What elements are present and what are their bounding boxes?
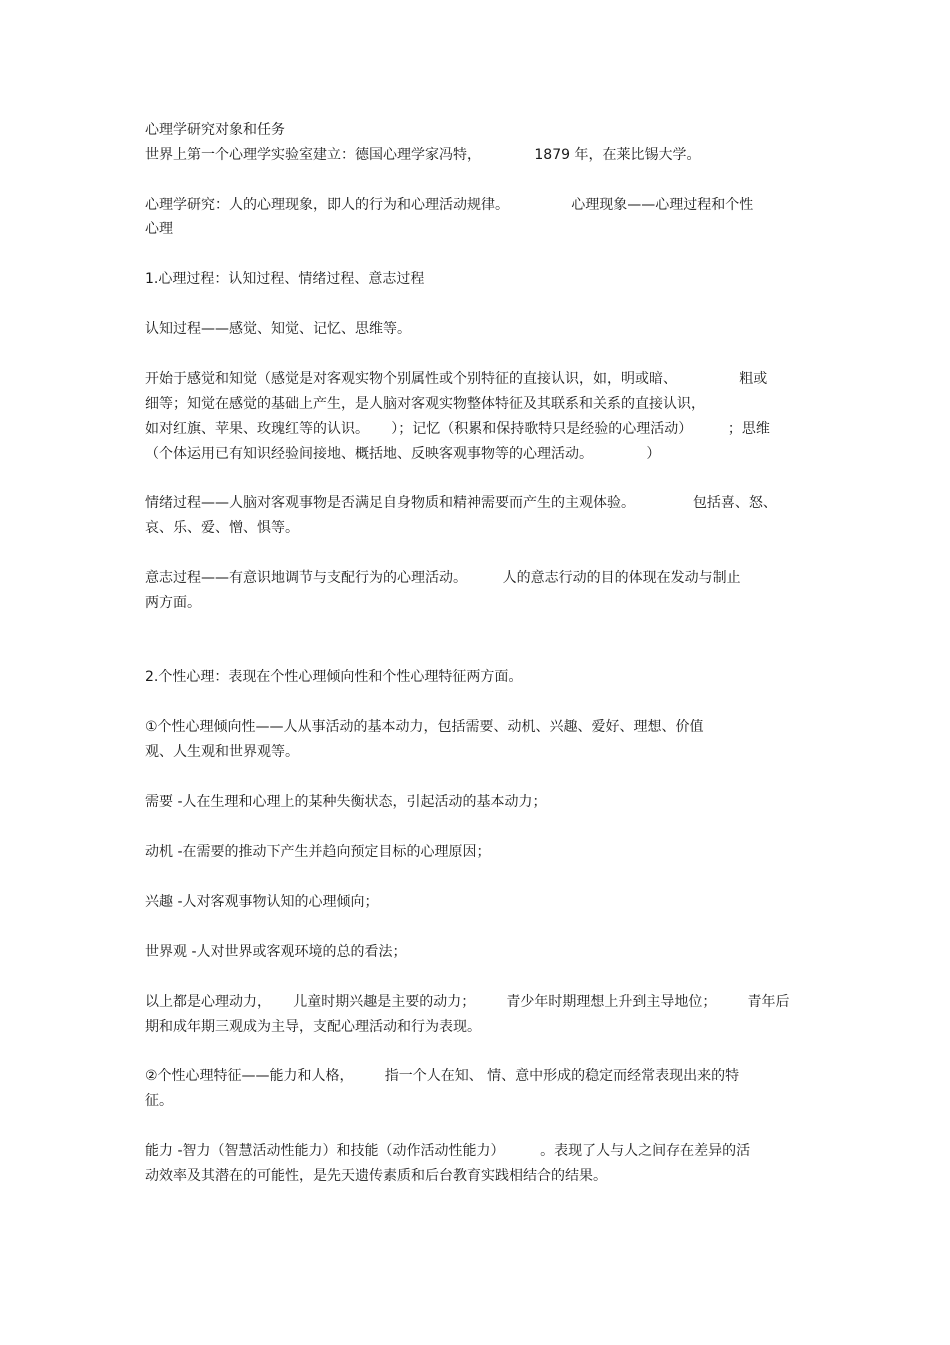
text-line: 心理学研究：人的心理现象，即人的行为和心理活动规律。 心理现象——心理过程和个性 xyxy=(145,197,754,213)
section-heading: 2.个性心理：表现在个性心理倾向性和个性心理特征两方面。 xyxy=(145,669,523,685)
section-heading: 1.心理过程：认知过程、情绪过程、意志过程 xyxy=(145,271,425,287)
text-line: ②个性心理特征——能力和人格， 指一个人在知、 情、意中形成的稳定而经常表现出来的特 xyxy=(145,1068,740,1084)
text-line: ①个性心理倾向性——人从事活动的基本动力，包括需要、动机、兴趣、爱好、理想、价值 xyxy=(145,719,704,735)
text-line: 兴趣 -人对客观事物认知的心理倾向； xyxy=(145,894,379,910)
text-line: 两方面。 xyxy=(145,595,201,611)
text-line: 动效率及其潜在的可能性，是先天遗传素质和后台教育实践相结合的结果。 xyxy=(145,1168,607,1184)
text-line: 观、人生观和世界观等。 xyxy=(145,744,299,760)
text-line: 期和成年期三观成为主导，支配心理活动和行为表现。 xyxy=(145,1019,481,1035)
text-line: 世界观 -人对世界或客观环境的总的看法； xyxy=(145,944,407,960)
text-line: 动机 -在需要的推动下产生并趋向预定目标的心理原因； xyxy=(145,844,491,860)
text-line: 意志过程——有意识地调节与支配行为的心理活动。 人的意志行动的目的体现在发动与制止 xyxy=(145,570,741,586)
text-line: （个体运用已有知识经验间接地、概括地、反映客观事物等的心理活动。 ） xyxy=(145,446,661,462)
heading-line: 心理学研究对象和任务 xyxy=(145,122,285,138)
text-line: 认知过程——感觉、知觉、记忆、思维等。 xyxy=(145,321,411,337)
text-line: 以上都是心理动力， 儿童时期兴趣是主要的动力； 青少年时期理想上升到主导地位； 青年后 xyxy=(145,994,790,1010)
text-line: 情绪过程——人脑对客观事物是否满足自身物质和精神需要而产生的主观体验。 包括喜、怒、 xyxy=(145,495,777,511)
text-line: 如对红旗、苹果、玫瑰红等的认识。 ）；记忆（积累和保持歌特只是经验的心理活动） ；思维 xyxy=(145,421,770,437)
text-line: 征。 xyxy=(145,1093,173,1109)
text-line: 细等；知觉在感觉的基础上产生，是人脑对客观实物整体特征及其联系和关系的直接认识， xyxy=(145,396,705,412)
text-line: 开始于感觉和知觉（感觉是对客观实物个别属性或个别特征的直接认识，如，明或暗、 粗或 xyxy=(145,371,768,387)
text-line: 能力 -智力（智慧活动性能力）和技能（动作活动性能力） 。表现了人与人之间存在差异的活 xyxy=(145,1143,751,1159)
text-line: 心理 xyxy=(145,221,173,237)
text-line: 世界上第一个心理学实验室建立：德国心理学家冯特， 1879 年，在莱比锡大学。 xyxy=(145,147,701,163)
text-line: 需要 -人在生理和心理上的某种失衡状态，引起活动的基本动力； xyxy=(145,794,547,810)
text-line: 哀、乐、爱、憎、惧等。 xyxy=(145,520,299,536)
